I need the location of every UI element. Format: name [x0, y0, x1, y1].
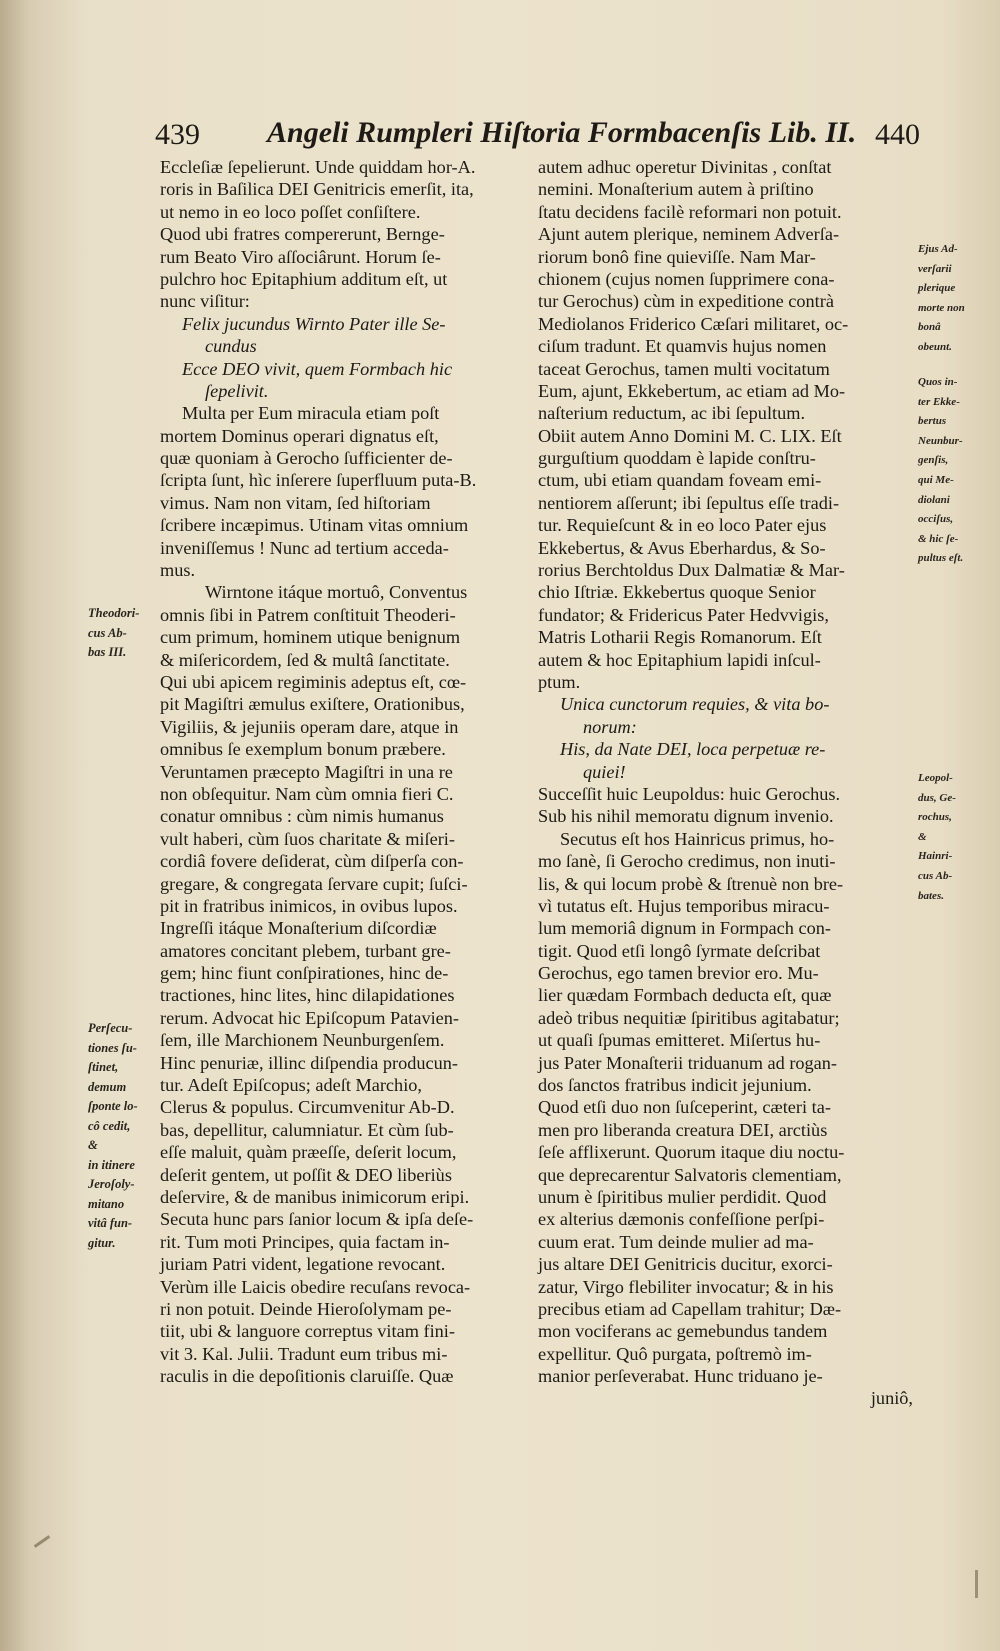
text-line: ri non potuit. Deinde Hieroſolymam pe- [160, 1298, 452, 1319]
text-line: pulchro hoc Epitaphium additum eſt, ut [160, 268, 448, 289]
running-head [155, 116, 920, 156]
margin-note-line: obeunt. [918, 340, 952, 353]
text-line: non obſequitur. Nam cùm omnia fieri C. [160, 783, 454, 804]
text-line: cordiâ fovere deſiderat, cùm diſperſa con- [160, 851, 464, 872]
text-line: mortem Dominus operari dignatus eſt, [160, 425, 439, 446]
text-line: lier quædam Formbach deducta eſt, quæ [538, 985, 832, 1006]
text-line: inveniſſemus ! Nunc ad tertium acceda- [160, 537, 449, 558]
text-line: tur Gerochus) cùm in expeditione contrà [538, 291, 834, 312]
text-line: Wirntone itáque mortuô, Conventus [205, 582, 468, 603]
margin-note-line: qui Me- [918, 473, 954, 486]
text-line: fundator; & Fridericus Pater Hedvvigis, [538, 604, 829, 625]
text-line: chionem (cujus nomen ſupprimere cona- [538, 268, 835, 289]
text-line: tur. Adeſt Epiſcopus; adeſt Marchio, [160, 1075, 422, 1096]
text-line: tractiones, hinc lites, hinc dilapidationes [160, 985, 455, 1006]
text-line: Ajunt autem plerique, neminem Adverſa- [538, 224, 840, 245]
text-line: rorius Berchtoldus Dux Dalmatiæ & Mar- [538, 560, 845, 581]
text-line: riorum bonô fine quieviſſe. Nam Mar- [538, 246, 816, 267]
text-line: omnibus ſe exemplum bonum præbere. [160, 739, 446, 760]
margin-note-line: Leopol- [918, 772, 953, 784]
text-line: gem; hinc fiunt conſpirationes, hinc de- [160, 963, 449, 984]
margin-note-line: genſis, [918, 454, 949, 467]
text-line: Obiit autem Anno Domini M. C. LIX. Eſt [538, 425, 842, 446]
text-line: mon vociferans ac gemebundus tandem [538, 1321, 828, 1342]
margin-note-line: bates. [918, 889, 944, 902]
text-line: taceat Gerochus, tamen multi vocitatum [538, 358, 830, 379]
text-line: Secutus eſt hos Hainricus primus, ho- [560, 828, 835, 849]
text-line: vì tutatus eſt. Hujus temporibus miracu- [538, 895, 830, 916]
text-line: vit 3. Kal. Julii. Tradunt eum tribus mi- [160, 1343, 448, 1364]
margin-note-line: rochus, [918, 811, 952, 824]
text-line: bas, depellitur, calumniatur. Et cùm ſub- [160, 1119, 454, 1140]
text-line: ut nemo in eo loco poſſet conſiſtere. [160, 201, 421, 222]
text-line: Clerus & populus. Circumvenitur Ab-D. [160, 1097, 455, 1118]
text-line: quæ quoniam à Gerocho ſufficienter de- [160, 448, 453, 469]
text-line: Matris Lotharii Regis Romanorum. Eſt [538, 627, 822, 648]
text-line: Qui ubi apicem regiminis adeptus eſt, cœ- [160, 671, 467, 692]
text-line: manior perſeverabat. Hunc triduano je- [538, 1366, 823, 1387]
text-line: ſcripta ſunt, hìc inſerere ſuperfluum puta-B. [160, 470, 477, 491]
text-line: amatores concitant plebem, turbant gre- [160, 940, 451, 961]
margin-note-line: Perſecu- [88, 1021, 133, 1035]
margin-note-line: Ejus Ad- [918, 243, 958, 255]
text-line: autem & hoc Epitaphium lapidi inſcul- [538, 649, 821, 670]
right-page-number: 440 [875, 118, 920, 151]
margin-note-line: ſponte lo- [88, 1099, 138, 1113]
margin-note-line: cus Ab- [88, 625, 127, 640]
text-line: gregare, & congregata ſervare cupit; ſuſci- [160, 873, 468, 894]
text-line: ptum. [538, 671, 581, 692]
text-line: Quod ubi fratres compererunt, Bernge- [160, 224, 445, 245]
margin-note-adversarii [918, 240, 988, 358]
text-line: nemini. Monaſterium autem à priſtino [538, 179, 814, 200]
margin-note-line: bonâ [918, 321, 941, 334]
text-line: mus. [160, 560, 196, 581]
text-line: ciſum tradunt. Et quamvis hujus nomen [538, 336, 827, 357]
text-line: naſterium reductum, ac ibi ſepultum. [538, 403, 806, 424]
text-line: que deprecarentur Salvatoris clementiam, [538, 1164, 842, 1185]
text-line: jus altare DEI Genitricis ducitur, exorci- [538, 1254, 833, 1275]
text-line: Multa per Eum miracula etiam poſt [182, 403, 440, 424]
text-line: Gerochus, ego tamen brevior ero. Mu- [538, 963, 819, 984]
text-line: roris in Baſilica DEI Genitricis emerſit, ita, [160, 179, 474, 200]
margin-note-line: morte non [918, 301, 965, 314]
text-line: Verùm ille Laicis obedire recuſans revoca- [160, 1276, 471, 1297]
text-line: Felix jucundus Wirnto Pater ille Se- [182, 313, 446, 334]
text-line: jus Pater Monaſterii triduanum ad rogan- [538, 1052, 838, 1073]
left-page-number: 439 [155, 118, 200, 151]
margin-note-line: plerique [918, 282, 956, 295]
margin-note-line: vitâ fun- [88, 1216, 133, 1230]
text-line: ex alterius dæmonis confeſſione perſpi- [538, 1209, 825, 1230]
margin-note-line: dus, Ge- [918, 791, 956, 804]
margin-note-quos-inter [918, 373, 988, 569]
text-line: Sub his nihil memoratu dignum invenio. [538, 806, 834, 827]
text-line: Eum, ajunt, Ekkebertum, ac etiam ad Mo- [538, 380, 846, 401]
margin-note-line: demum [88, 1079, 127, 1094]
margin-note-line: Hainri- [918, 850, 953, 863]
text-line: ſtatu decidens facilè reformari non potuit. [538, 201, 842, 222]
text-line: nentiorem aſſerunt; ibi ſepultus eſſe tradi- [538, 492, 840, 513]
text-line: ut quaſi ſpumas emitteret. Miſertus hu- [538, 1030, 821, 1051]
ink-mark [34, 1535, 50, 1548]
text-line: chio Iſtriæ. Ekkebertus quoque Senior [538, 582, 816, 603]
margin-note-persecutiones [88, 1019, 154, 1253]
text-line: Mediolanos Friderico Cæſari militaret, oc- [538, 313, 849, 334]
margin-note-leupoldus [918, 769, 988, 906]
text-line: Secuta hunc pars ſanior locum & ipſa deſe- [160, 1209, 474, 1230]
margin-note-line: pultus eſt. [918, 552, 964, 565]
text-line: nunc viſitur: [160, 291, 250, 312]
text-line: eſſe maluit, quàm præeſſe, deſerit locum, [160, 1142, 457, 1163]
margin-note-line: in itinere [88, 1157, 135, 1172]
margin-note-line: cô cedit, [88, 1118, 131, 1133]
text-line: Vigiliis, & jejuniis operam dare, atque in [160, 716, 459, 737]
margin-note-line: gitur. [88, 1235, 116, 1250]
text-line: Ekkebertus, & Avus Eberhardus, & So- [538, 537, 826, 558]
text-line: deſerit gentem, ut poſſit & DEO liberiùs [160, 1164, 452, 1185]
text-line: mo ſanè, ſi Gerocho credimus, non inuti- [538, 851, 836, 872]
margin-note-line: ter Ekke- [918, 395, 960, 408]
margin-note-line: tiones ſu- [88, 1040, 137, 1055]
text-line: expellitur. Quô purgata, poſtremò im- [538, 1343, 812, 1364]
text-line: ſepelivit. [205, 380, 269, 401]
text-line: juniô, [870, 1388, 913, 1409]
margin-note-line: mitano [88, 1196, 125, 1211]
text-line: cundus [205, 336, 257, 357]
text-line: gurguſtium quoddam è lapide conſtru- [538, 448, 816, 469]
text-line: Eccleſiæ ſepelierunt. Unde quiddam hor-A. [160, 157, 476, 177]
text-line: quiei! [583, 761, 626, 782]
text-line: pit in fratribus inimicos, in ovibus lupos. [160, 895, 458, 916]
text-line: deſervire, & de manibus inimicorum eripi. [160, 1186, 470, 1207]
text-line: adeò tribus nequitiæ ſpiritibus agitabatur; [538, 1007, 840, 1028]
text-line: lum memoriâ dignum in Formpach con- [538, 918, 831, 939]
text-line: rum Beato Viro aſſociârunt. Horum ſe- [160, 246, 441, 267]
text-line: conatur omnibus : cùm nimis humanus [160, 806, 444, 827]
left-text-column [160, 156, 515, 1387]
margin-note-line: verſarii [918, 262, 952, 275]
text-line: His, da Nate DEI, loca perpetuæ re- [560, 739, 826, 760]
text-line: precibus etiam ad Capellam trahitur; Dæ- [538, 1298, 842, 1319]
text-line: cuum erat. Tum deinde mulier ad ma- [538, 1231, 814, 1252]
text-line: dos ſanctos fratribus indicit jejunium. [538, 1075, 812, 1096]
text-line: Ecce DEO vivit, quem Formbach hic [182, 358, 453, 379]
text-line: men pro liberanda creatura DEI, arctiùs [538, 1119, 828, 1140]
text-line: rerum. Advocat hic Epiſcopum Patavien- [160, 1007, 460, 1028]
text-line: Hinc penuriæ, illinc diſpendia producun- [160, 1052, 459, 1073]
text-line: tur. Requieſcunt & in eo loco Pater ejus [538, 515, 827, 536]
text-line: tigit. Quod etſi longô ſyrmate deſcribat [538, 940, 821, 961]
right-text-column [538, 156, 913, 1410]
margin-note-line: bertus [918, 415, 947, 428]
text-line: vult haberi, cùm ſuos charitate & miſeri- [160, 828, 455, 849]
text-line: vimus. Nam non vitam, ſed hiſtoriam [160, 492, 431, 513]
text-line: rit. Tum moti Principes, quia factam in- [160, 1231, 450, 1252]
text-line: Quod etſi duo non ſuſceperint, cæteri ta- [538, 1097, 831, 1118]
text-line: ctum, ubi etiam quandam foveam emi- [538, 470, 822, 491]
text-line: autem adhuc operetur Divinitas , conſtat [538, 157, 832, 177]
text-line: & miſericordem, ſed & multâ ſanctitate. [160, 649, 450, 670]
text-line: Unica cunctorum requies, & vita bo- [560, 694, 830, 715]
margin-note-line: ſtinet, [88, 1060, 119, 1074]
text-line: zatur, Virgo flebiliter invocatur; & in his [538, 1276, 834, 1297]
margin-note-line: bas III. [88, 645, 127, 659]
text-line: raculis in die depoſitionis claruiſſe. Quæ [160, 1366, 454, 1387]
text-line: norum: [583, 716, 637, 737]
text-line: ſeſe afflixerunt. Quorum itaque diu noctu- [538, 1142, 845, 1163]
margin-note-line: occiſus, [918, 513, 954, 526]
text-line: Succeſſit huic Leupoldus: huic Gerochus. [538, 783, 841, 804]
margin-note-line: diolani [918, 493, 950, 506]
text-line: omnis ſibi in Patrem conſtituit Theoderi- [160, 604, 456, 625]
text-line: ſem, ille Marchionem Neunburgenſem. [160, 1030, 445, 1051]
margin-note-line: Quos in- [918, 376, 958, 388]
text-line: tiit, ubi & languore correptus vitam fini- [160, 1321, 455, 1342]
text-line: Ingreſſi itáque Monaſterium diſcordiæ [160, 918, 437, 939]
margin-note-line: cus Ab- [918, 869, 953, 882]
margin-note-line: Neunbur- [918, 434, 963, 447]
text-line: unum è ſpiritibus mulier perdidit. Quod [538, 1186, 827, 1207]
text-line: juriam Patri vident, legatione revocant. [160, 1254, 446, 1275]
text-line: lis, & qui locum probè & ſtrenuè non bre- [538, 873, 844, 894]
margin-note-line: & [918, 830, 927, 843]
margin-note-line: Jeroſoly- [88, 1177, 135, 1191]
text-line: pit Magiſtri æmulus exiſtere, Orationibus, [160, 694, 465, 715]
margin-note-line: & hic ſe- [918, 532, 959, 545]
margin-note-line: Theodori- [88, 606, 140, 620]
text-line: Veruntamen præcepto Magiſtri in una re [160, 761, 453, 782]
text-line: ſcribere incæpimus. Utinam vitas omnium [160, 515, 469, 536]
text-line: cum primum, hominem utique benignum [160, 627, 461, 648]
margin-note-line: & [88, 1138, 98, 1152]
running-title: Angeli Rumpleri Hiſtoria Formbacenſis Lib. II. [267, 116, 857, 149]
edge-mark [975, 1570, 978, 1598]
margin-note-theodoricus [88, 604, 154, 663]
